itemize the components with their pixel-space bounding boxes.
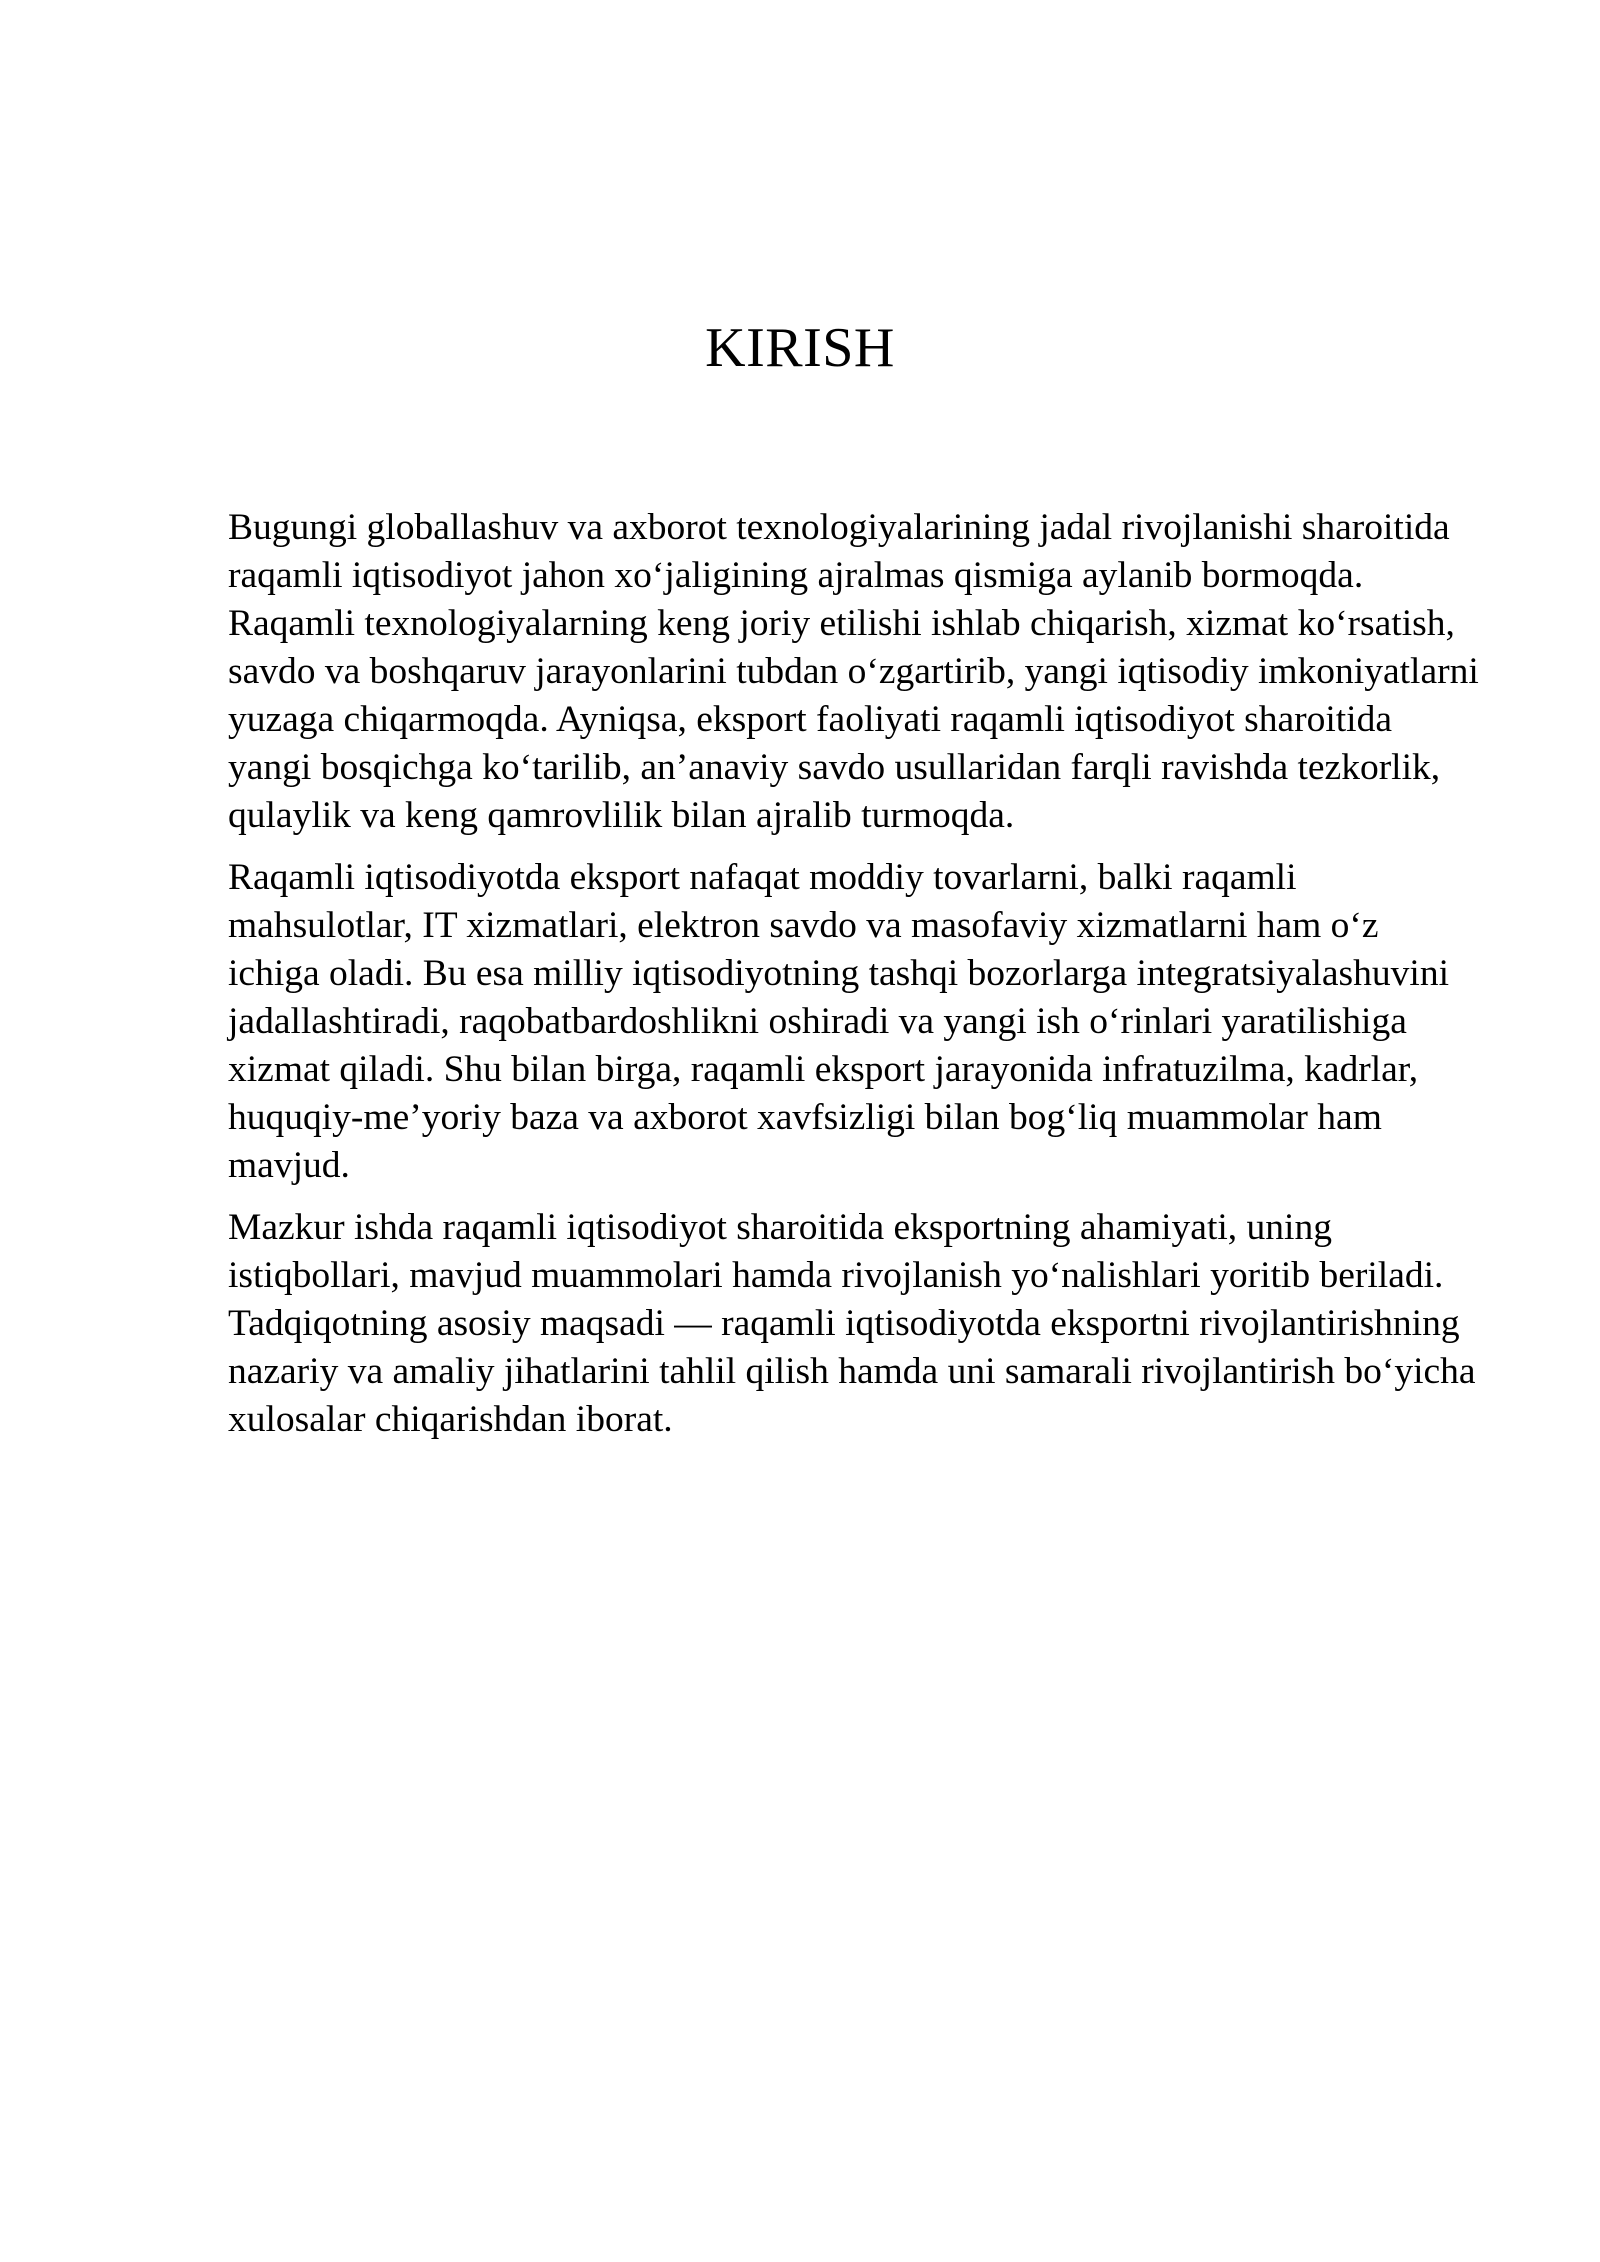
paragraph bbox=[228, 854, 1488, 1190]
text-line: istiqbollari, mavjud muammolari hamda rivojlanish yo‘nalishlari yoritib beriladi. bbox=[228, 1255, 1444, 1296]
paragraph bbox=[228, 1204, 1488, 1444]
text-line: xulosalar chiqarishdan iborat. bbox=[228, 1399, 673, 1440]
text-line: Bugungi globallashuv va axborot texnologiyalarining jadal rivojlanishi sharoitida bbox=[228, 507, 1450, 548]
text-line: qulaylik va keng qamrovlilik bilan ajralib turmoqda. bbox=[228, 795, 1015, 836]
text-line: yuzaga chiqarmoqda. Ayniqsa, eksport faoliyati raqamli iqtisodiyot sharoitida bbox=[228, 699, 1392, 740]
text-line: mahsulotlar, IT xizmatlari, elektron savdo va masofaviy xizmatlarni ham o‘z bbox=[228, 905, 1379, 946]
text-line: yangi bosqichga ko‘tarilib, an’anaviy savdo usullaridan farqli ravishda tezkorlik, bbox=[228, 747, 1441, 788]
document-title: KIRISH bbox=[705, 317, 895, 379]
paragraph bbox=[228, 504, 1488, 840]
text-line: raqamli iqtisodiyot jahon xo‘jaligining ajralmas qismiga aylanib bormoqda. bbox=[228, 555, 1364, 596]
text-line: Raqamli texnologiyalarning keng joriy etilishi ishlab chiqarish, xizmat ko‘rsatish, bbox=[228, 603, 1455, 644]
text-line: Tadqiqotning asosiy maqsadi — raqamli iqtisodiyotda eksportni rivojlantirishning bbox=[228, 1303, 1460, 1344]
text-line: jadallashtiradi, raqobatbardoshlikni oshiradi va yangi ish o‘rinlari yaratilishiga bbox=[228, 1001, 1407, 1042]
text-line: mavjud. bbox=[228, 1145, 350, 1186]
text-line: savdo va boshqaruv jarayonlarini tubdan o‘zgartirib, yangi iqtisodiy imkoniyatlarni bbox=[228, 651, 1479, 692]
text-line: huquqiy-me’yoriy baza va axborot xavfsizligi bilan bog‘liq muammolar ham bbox=[228, 1097, 1382, 1138]
text-line: ichiga oladi. Bu esa milliy iqtisodiyotning tashqi bozorlarga integratsiyalashuvini bbox=[228, 953, 1449, 994]
text-line: xizmat qiladi. Shu bilan birga, raqamli eksport jarayonida infratuzilma, kadrlar, bbox=[228, 1049, 1419, 1090]
text-line: Mazkur ishda raqamli iqtisodiyot sharoitida eksportning ahamiyati, uning bbox=[228, 1207, 1332, 1248]
document-body bbox=[0, 504, 1488, 1444]
text-line: Raqamli iqtisodiyotda eksport nafaqat moddiy tovarlarni, balki raqamli bbox=[228, 857, 1297, 898]
text-line: nazariy va amaliy jihatlarini tahlil qilish hamda uni samarali rivojlantirish bo‘yicha bbox=[228, 1351, 1476, 1392]
